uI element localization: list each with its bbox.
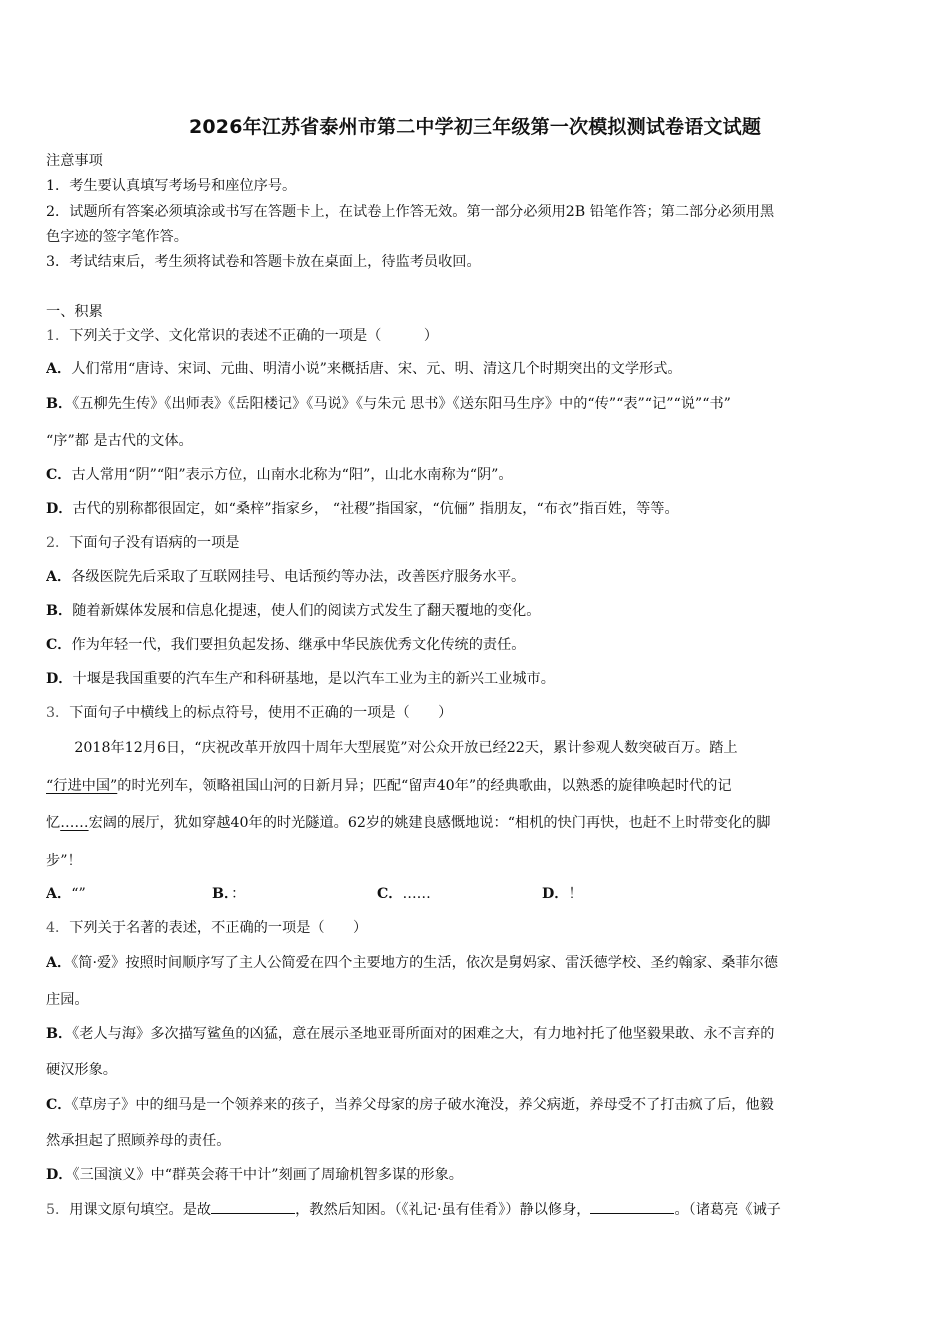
option-text: 《三国演义》中“群英会蒋干中计”刻画了周瑜机智多谋的形象。 — [72, 1167, 463, 1183]
option-letter: A． — [46, 569, 72, 585]
option-text: 古代的别称都很固定，如“桑梓”指家乡， “社稷”指国家，“伉俪” 指朋友，“布衣”指百姓，等等。 — [72, 501, 679, 517]
option-b — [46, 1024, 908, 1044]
option-letter: D． — [46, 501, 73, 517]
notice-item: 2．试题所有答案必须填涂或书写在答题卡上，在试卷上作答无效。第一部分必须用2B 铅笔作答；第二部分必须用黑 — [46, 204, 775, 220]
option-a — [46, 884, 86, 904]
option-a-continued: 庄园。 — [46, 992, 89, 1008]
option-letter: B． — [212, 886, 232, 902]
option-letter: A． — [46, 361, 72, 377]
passage-text: 宏阔的展厅，犹如穿越40年的时光隧道。62岁的姚建良感慨地说：“相机的快门再快，也赶不上时带变化的脚 — [88, 815, 771, 831]
option-text: 《草房子》中的细马是一个领养来的孩子，当养父母家的房子破水淹没，养父病逝，养母受不了打击疯了后，他毅 — [71, 1097, 774, 1113]
page-title: 2026年江苏省泰州市第二中学初三年级第一次模拟测试卷语文试题 — [188, 116, 762, 138]
notice-heading: 注意事项 — [46, 153, 103, 169]
option-letter: C． — [377, 886, 403, 902]
option-letter: D． — [46, 1167, 73, 1183]
option-text: 《五柳先生传》《出师表》《岳阳楼记》《马说》《与朱元 思书》《送东阳马生序》中的“传”“表”“记”“说”“书” — [72, 396, 731, 412]
option-a — [46, 567, 908, 587]
fill-blank[interactable] — [590, 1199, 674, 1214]
passage-text: 忆 — [46, 815, 61, 831]
question-text: 下列关于文学、文化常识的表述不正确的一项是（ ） — [69, 328, 439, 344]
question-number: 2． — [46, 535, 70, 551]
passage-line: 2018年12月6日，“庆祝改革开放四十周年大型展览”对公众开放已经22天，累计参观人数突破百万。踏上 — [46, 740, 738, 756]
option-text: 《简·爱》按照时间顺序写了主人公简爱在四个主要地方的生活，依次是舅妈家、雷沃德学校、圣约翰家、桑菲尔德 — [71, 955, 778, 971]
question-text: 下面句子没有语病的一项是 — [69, 535, 240, 551]
section-heading: 一、积累 — [46, 304, 103, 320]
question-number: 1． — [46, 328, 70, 344]
option-text: ： — [231, 886, 246, 902]
option-b — [212, 884, 245, 904]
question-3-stem — [46, 703, 908, 723]
option-c — [46, 465, 908, 485]
notice-item: 1．考生要认真填写考场号和座位序号。 — [46, 178, 297, 194]
option-letter: B． — [46, 396, 73, 412]
option-c — [46, 635, 908, 655]
option-letter: C． — [46, 1097, 72, 1113]
option-letter: A． — [46, 886, 72, 902]
option-letter: C． — [46, 467, 72, 483]
option-text: 各级医院先后采取了互联网挂号、电话预约等办法，改善医疗服务水平。 — [71, 569, 526, 585]
option-text: 作为年轻一代，我们要担负起发扬、继承中华民族优秀文化传统的责任。 — [71, 637, 526, 653]
underlined-mark: …… — [60, 815, 89, 831]
notice-item: 3．考试结束后，考生须将试卷和答题卡放在桌面上，待监考员收回。 — [46, 254, 481, 270]
option-letter: D． — [46, 671, 73, 687]
question-number: 3． — [46, 705, 70, 721]
option-a — [46, 359, 908, 379]
option-d — [46, 1165, 908, 1185]
question-4-stem — [46, 918, 908, 938]
question-text: 用课文原句填空。是故 — [69, 1202, 212, 1218]
option-text: …… — [402, 886, 431, 902]
question-5-stem — [46, 1199, 908, 1220]
option-row — [46, 884, 908, 904]
option-d — [542, 884, 583, 904]
option-letter: B． — [46, 603, 73, 619]
underlined-mark: “行进中国” — [46, 778, 118, 794]
option-text: 随着新媒体发展和信息化提速，使人们的阅读方式发生了翻天覆地的变化。 — [72, 603, 541, 619]
question-text: 。（诸葛亮《诫子 — [674, 1202, 781, 1218]
question-number: 5． — [46, 1202, 70, 1218]
option-text: 《老人与海》多次描写鲨鱼的凶猛，意在展示圣地亚哥所面对的困难之大，有力地衬托了他坚毅果敢、永不言弃的 — [72, 1026, 775, 1042]
fill-blank[interactable] — [211, 1199, 295, 1214]
option-letter: B． — [46, 1026, 73, 1042]
option-letter: D． — [542, 886, 569, 902]
option-b — [46, 601, 908, 621]
option-text: ！ — [568, 886, 583, 902]
option-c-continued: 然承担起了照顾养母的责任。 — [46, 1133, 231, 1149]
option-d — [46, 669, 908, 689]
option-c — [377, 884, 431, 904]
passage-line — [46, 813, 908, 833]
question-text: 下面句子中横线上的标点符号，使用不正确的一项是（ ） — [69, 705, 453, 721]
option-letter: A． — [46, 955, 72, 971]
notice-item: 色字迹的签字笔作答。 — [46, 229, 188, 245]
question-2-stem — [46, 533, 908, 553]
option-text: 古人常用“阴”“阳”表示方位，山南水北称为“阳”，山北水南称为“阴”。 — [71, 467, 513, 483]
option-text: 十堰是我国重要的汽车生产和科研基地，是以汽车工业为主的新兴工业城市。 — [72, 671, 555, 687]
passage-line: 步”！ — [46, 853, 82, 869]
question-text: 下列关于名著的表述，不正确的一项是（ ） — [69, 920, 368, 936]
question-text: ，教然后知困。（《礼记·虽有佳肴》）静以修身， — [295, 1202, 591, 1218]
option-letter: C． — [46, 637, 72, 653]
option-a — [46, 953, 908, 973]
option-b-continued: “序”都 是古代的文体。 — [46, 433, 193, 449]
option-text: “” — [71, 886, 86, 902]
option-c — [46, 1095, 908, 1115]
option-text: 人们常用“唐诗、宋词、元曲、明清小说”来概括唐、宋、元、明、清这几个时期突出的文学形式。 — [71, 361, 682, 377]
question-1-stem — [46, 326, 908, 346]
option-b — [46, 394, 908, 414]
question-number: 4． — [46, 920, 70, 936]
option-b-continued: 硬汉形象。 — [46, 1062, 117, 1078]
passage-line — [46, 776, 908, 796]
passage-text: 的时光列车，领略祖国山河的日新月异；匹配“留声40年”的经典歌曲，以熟悉的旋律唤起时代的记 — [117, 778, 732, 794]
option-d — [46, 499, 908, 519]
